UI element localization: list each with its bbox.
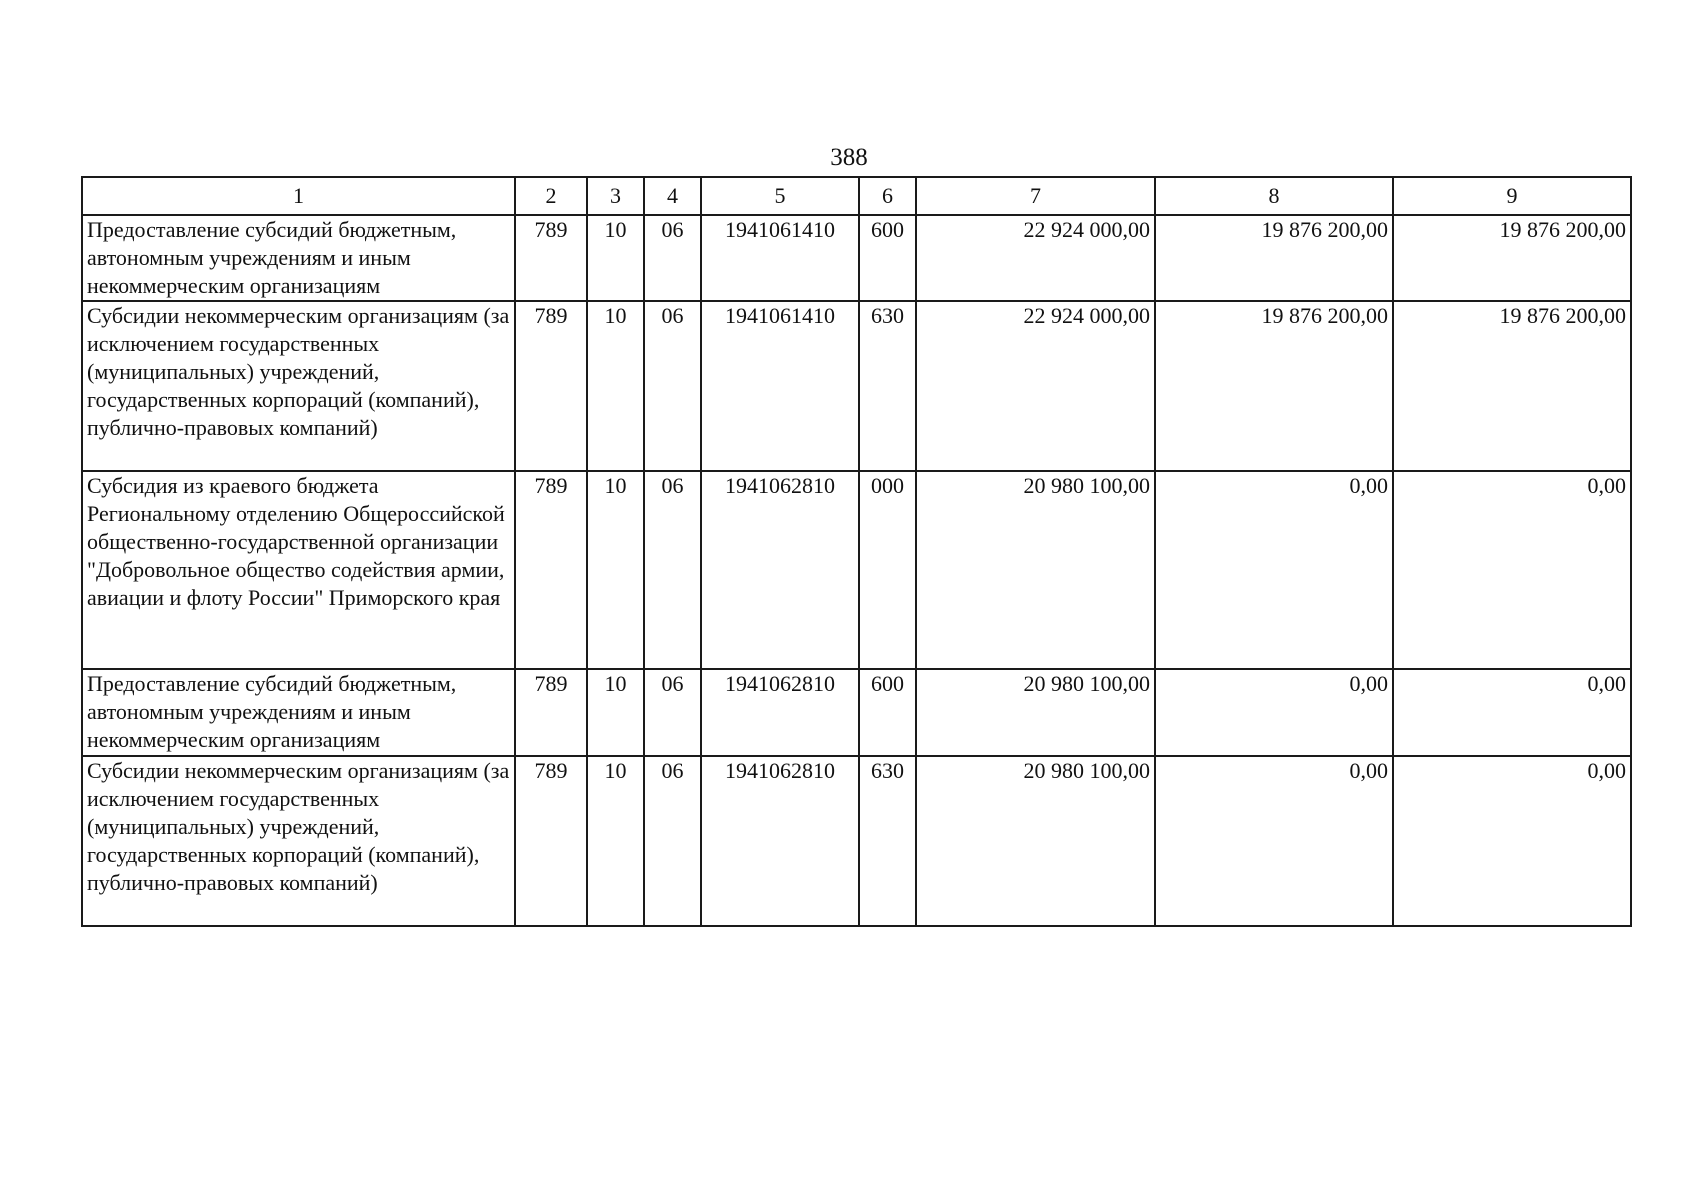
- target-article-code: 1941062810: [701, 471, 859, 669]
- section-code: 10: [587, 215, 644, 301]
- expense-type-code: 000: [859, 471, 916, 669]
- column-header-6: 6: [859, 177, 916, 215]
- column-header-4: 4: [644, 177, 701, 215]
- row-description: Субсидии некоммерческим организациям (за исключением государственных (муниципальных) учреждений, государственных корпораций (компаний), публично-правовых компаний): [82, 756, 515, 926]
- row-description: Субсидии некоммерческим организациям (за исключением государственных (муниципальных) учреждений, государственных корпораций (компаний), публично-правовых компаний): [82, 301, 515, 471]
- amount-col-8: 0,00: [1155, 756, 1393, 926]
- amount-col-9: 0,00: [1393, 756, 1631, 926]
- amount-col-9: 0,00: [1393, 669, 1631, 756]
- expense-type-code: 630: [859, 756, 916, 926]
- subsection-code: 06: [644, 471, 701, 669]
- row-description: Предоставление субсидий бюджетным, автономным учреждениям и иным некоммерческим организациям: [82, 215, 515, 301]
- column-header-1: 1: [82, 177, 515, 215]
- table-row: [82, 215, 1631, 301]
- subsection-code: 06: [644, 756, 701, 926]
- section-code: 10: [587, 301, 644, 471]
- amount-col-7: 20 980 100,00: [916, 756, 1155, 926]
- row-description: Предоставление субсидий бюджетным, автономным учреждениям и иным некоммерческим организациям: [82, 669, 515, 756]
- ministry-code: 789: [515, 756, 587, 926]
- amount-col-8: 19 876 200,00: [1155, 301, 1393, 471]
- amount-col-9: 19 876 200,00: [1393, 301, 1631, 471]
- target-article-code: 1941061410: [701, 301, 859, 471]
- amount-col-8: 0,00: [1155, 471, 1393, 669]
- table-header-row: [82, 177, 1631, 215]
- row-description: Субсидия из краевого бюджета Региональному отделению Общероссийской общественно-государственной организации "Добровольное общество содействия армии, авиации и флоту России" Приморского края: [82, 471, 515, 669]
- expense-type-code: 630: [859, 301, 916, 471]
- expense-type-code: 600: [859, 215, 916, 301]
- amount-col-7: 20 980 100,00: [916, 669, 1155, 756]
- table-row: [82, 301, 1631, 471]
- column-header-3: 3: [587, 177, 644, 215]
- page-number: 388: [830, 144, 868, 171]
- target-article-code: 1941062810: [701, 756, 859, 926]
- amount-col-9: 0,00: [1393, 471, 1631, 669]
- amount-col-9: 19 876 200,00: [1393, 215, 1631, 301]
- amount-col-7: 22 924 000,00: [916, 301, 1155, 471]
- column-header-7: 7: [916, 177, 1155, 215]
- ministry-code: 789: [515, 669, 587, 756]
- ministry-code: 789: [515, 301, 587, 471]
- target-article-code: 1941062810: [701, 669, 859, 756]
- subsection-code: 06: [644, 301, 701, 471]
- expense-type-code: 600: [859, 669, 916, 756]
- ministry-code: 789: [515, 471, 587, 669]
- target-article-code: 1941061410: [701, 215, 859, 301]
- section-code: 10: [587, 669, 644, 756]
- table-row: [82, 669, 1631, 756]
- table-row: [82, 471, 1631, 669]
- column-header-8: 8: [1155, 177, 1393, 215]
- amount-col-8: 19 876 200,00: [1155, 215, 1393, 301]
- amount-col-7: 22 924 000,00: [916, 215, 1155, 301]
- amount-col-7: 20 980 100,00: [916, 471, 1155, 669]
- column-header-5: 5: [701, 177, 859, 215]
- budget-table: [81, 176, 1632, 927]
- subsection-code: 06: [644, 669, 701, 756]
- subsection-code: 06: [644, 215, 701, 301]
- table-row: [82, 756, 1631, 926]
- amount-col-8: 0,00: [1155, 669, 1393, 756]
- section-code: 10: [587, 471, 644, 669]
- section-code: 10: [587, 756, 644, 926]
- ministry-code: 789: [515, 215, 587, 301]
- column-header-2: 2: [515, 177, 587, 215]
- column-header-9: 9: [1393, 177, 1631, 215]
